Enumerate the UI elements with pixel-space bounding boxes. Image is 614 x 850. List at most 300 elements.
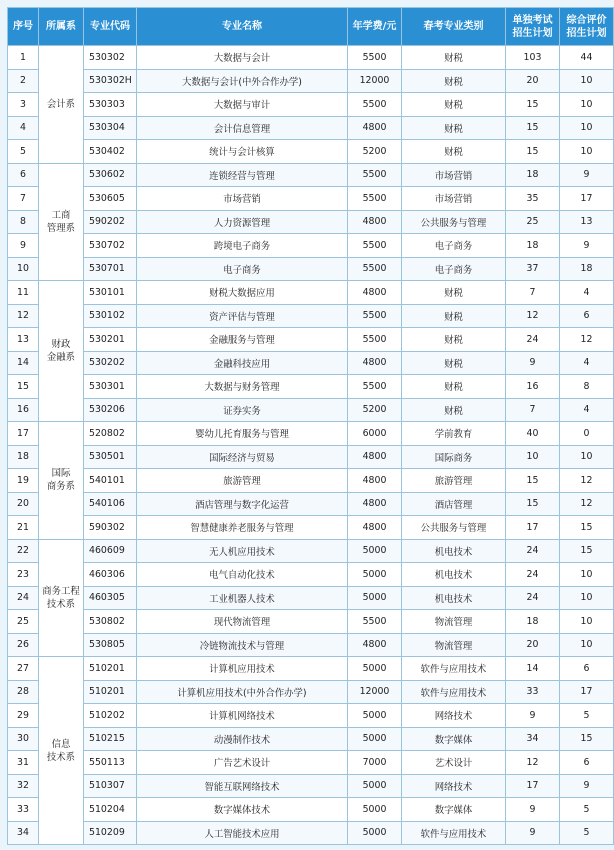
cell-name: 国际经济与贸易 bbox=[137, 445, 348, 469]
cell-fee: 4800 bbox=[348, 633, 402, 657]
cell-comp-plan: 15 bbox=[560, 516, 614, 540]
cell-seq: 30 bbox=[8, 727, 39, 751]
cell-name: 跨境电子商务 bbox=[137, 234, 348, 258]
cell-seq: 23 bbox=[8, 563, 39, 587]
cell-comp-plan: 10 bbox=[560, 586, 614, 610]
cell-comp-plan: 6 bbox=[560, 751, 614, 775]
cell-single-plan: 24 bbox=[506, 586, 560, 610]
cell-name: 工业机器人技术 bbox=[137, 586, 348, 610]
cell-comp-plan: 9 bbox=[560, 234, 614, 258]
table-row bbox=[8, 704, 614, 728]
cell-seq: 24 bbox=[8, 586, 39, 610]
cell-code: 530805 bbox=[84, 633, 137, 657]
cell-fee: 5000 bbox=[348, 657, 402, 681]
cell-category: 软件与应用技术 bbox=[402, 680, 506, 704]
cell-code: 530201 bbox=[84, 328, 137, 352]
table-row bbox=[8, 210, 614, 234]
cell-single-plan: 16 bbox=[506, 375, 560, 399]
cell-fee: 4800 bbox=[348, 516, 402, 540]
cell-single-plan: 25 bbox=[506, 210, 560, 234]
cell-name: 人工智能技术应用 bbox=[137, 821, 348, 845]
cell-name: 广告艺术设计 bbox=[137, 751, 348, 775]
cell-seq: 9 bbox=[8, 234, 39, 258]
cell-seq: 14 bbox=[8, 351, 39, 375]
cell-fee: 5500 bbox=[348, 375, 402, 399]
cell-code: 530701 bbox=[84, 257, 137, 281]
cell-single-plan: 15 bbox=[506, 93, 560, 117]
cell-comp-plan: 10 bbox=[560, 445, 614, 469]
cell-single-plan: 12 bbox=[506, 751, 560, 775]
cell-comp-plan: 10 bbox=[560, 116, 614, 140]
cell-code: 590202 bbox=[84, 210, 137, 234]
cell-fee: 5000 bbox=[348, 821, 402, 845]
cell-name: 电气自动化技术 bbox=[137, 563, 348, 587]
cell-comp-plan: 12 bbox=[560, 492, 614, 516]
cell-code: 510204 bbox=[84, 798, 137, 822]
cell-category: 旅游管理 bbox=[402, 469, 506, 493]
cell-name: 计算机应用技术 bbox=[137, 657, 348, 681]
cell-code: 530206 bbox=[84, 398, 137, 422]
cell-single-plan: 40 bbox=[506, 422, 560, 446]
cell-name: 大数据与会计(中外合作办学) bbox=[137, 69, 348, 93]
cell-category: 财税 bbox=[402, 351, 506, 375]
cell-category: 财税 bbox=[402, 398, 506, 422]
cell-seq: 31 bbox=[8, 751, 39, 775]
cell-comp-plan: 13 bbox=[560, 210, 614, 234]
header-dept: 所属系 bbox=[39, 8, 84, 46]
admission-plan-table bbox=[7, 7, 614, 845]
cell-code: 550113 bbox=[84, 751, 137, 775]
table-body bbox=[8, 46, 614, 845]
cell-fee: 5200 bbox=[348, 140, 402, 164]
cell-fee: 5500 bbox=[348, 304, 402, 328]
cell-category: 数字媒体 bbox=[402, 727, 506, 751]
cell-code: 530302H bbox=[84, 69, 137, 93]
header-name: 专业名称 bbox=[137, 8, 348, 46]
cell-comp-plan: 17 bbox=[560, 680, 614, 704]
cell-category: 市场营销 bbox=[402, 163, 506, 187]
cell-department bbox=[39, 46, 84, 164]
header-comp-plan bbox=[560, 8, 614, 46]
cell-code: 510202 bbox=[84, 704, 137, 728]
header-single-plan bbox=[506, 8, 560, 46]
cell-category: 财税 bbox=[402, 116, 506, 140]
cell-category: 网络技术 bbox=[402, 774, 506, 798]
cell-code: 530302 bbox=[84, 46, 137, 70]
cell-seq: 21 bbox=[8, 516, 39, 540]
cell-fee: 4800 bbox=[348, 445, 402, 469]
table-row bbox=[8, 539, 614, 563]
cell-comp-plan: 6 bbox=[560, 657, 614, 681]
cell-category: 电子商务 bbox=[402, 234, 506, 258]
cell-comp-plan: 4 bbox=[560, 281, 614, 305]
cell-name: 会计信息管理 bbox=[137, 116, 348, 140]
cell-category: 公共服务与管理 bbox=[402, 210, 506, 234]
cell-fee: 12000 bbox=[348, 69, 402, 93]
table-row bbox=[8, 69, 614, 93]
cell-name: 资产评估与管理 bbox=[137, 304, 348, 328]
cell-category: 财税 bbox=[402, 375, 506, 399]
cell-seq: 8 bbox=[8, 210, 39, 234]
cell-code: 530702 bbox=[84, 234, 137, 258]
cell-name: 酒店管理与数字化运营 bbox=[137, 492, 348, 516]
cell-category: 国际商务 bbox=[402, 445, 506, 469]
table-row bbox=[8, 304, 614, 328]
cell-code: 530101 bbox=[84, 281, 137, 305]
header-single-plan-line1: 单独考试 bbox=[512, 14, 553, 26]
header-row bbox=[8, 8, 614, 46]
cell-category: 财税 bbox=[402, 46, 506, 70]
cell-fee: 5000 bbox=[348, 727, 402, 751]
cell-single-plan: 7 bbox=[506, 398, 560, 422]
table-row bbox=[8, 798, 614, 822]
cell-fee: 5500 bbox=[348, 328, 402, 352]
table-row bbox=[8, 516, 614, 540]
cell-name: 电子商务 bbox=[137, 257, 348, 281]
header-fee: 年学费/元 bbox=[348, 8, 402, 46]
cell-seq: 11 bbox=[8, 281, 39, 305]
table-row bbox=[8, 93, 614, 117]
cell-seq: 15 bbox=[8, 375, 39, 399]
cell-name: 统计与会计核算 bbox=[137, 140, 348, 164]
cell-code: 510307 bbox=[84, 774, 137, 798]
cell-single-plan: 24 bbox=[506, 539, 560, 563]
department-label-line: 金融系 bbox=[46, 352, 76, 363]
cell-fee: 4800 bbox=[348, 116, 402, 140]
cell-name: 计算机应用技术(中外合作办学) bbox=[137, 680, 348, 704]
cell-category: 财税 bbox=[402, 140, 506, 164]
cell-category: 酒店管理 bbox=[402, 492, 506, 516]
cell-category: 学前教育 bbox=[402, 422, 506, 446]
cell-code: 530802 bbox=[84, 610, 137, 634]
department-label-line: 国际 bbox=[51, 468, 71, 480]
cell-fee: 5000 bbox=[348, 539, 402, 563]
cell-seq: 34 bbox=[8, 821, 39, 845]
cell-single-plan: 33 bbox=[506, 680, 560, 704]
cell-seq: 4 bbox=[8, 116, 39, 140]
cell-category: 机电技术 bbox=[402, 563, 506, 587]
cell-category: 数字媒体 bbox=[402, 798, 506, 822]
cell-seq: 6 bbox=[8, 163, 39, 187]
cell-name: 动漫制作技术 bbox=[137, 727, 348, 751]
header-category: 春考专业类别 bbox=[402, 8, 506, 46]
table-row bbox=[8, 469, 614, 493]
cell-fee: 7000 bbox=[348, 751, 402, 775]
department-label-line: 会计系 bbox=[46, 98, 76, 110]
cell-comp-plan: 5 bbox=[560, 821, 614, 845]
table-row bbox=[8, 586, 614, 610]
cell-single-plan: 17 bbox=[506, 774, 560, 798]
cell-department bbox=[39, 281, 84, 422]
table-row bbox=[8, 398, 614, 422]
department-label-line: 财政 bbox=[51, 339, 71, 350]
cell-category: 艺术设计 bbox=[402, 751, 506, 775]
cell-category: 公共服务与管理 bbox=[402, 516, 506, 540]
cell-code: 530202 bbox=[84, 351, 137, 375]
table-row bbox=[8, 163, 614, 187]
cell-fee: 4800 bbox=[348, 492, 402, 516]
cell-seq: 18 bbox=[8, 445, 39, 469]
cell-fee: 4800 bbox=[348, 351, 402, 375]
cell-fee: 5000 bbox=[348, 586, 402, 610]
header-comp-plan-line2: 招生计划 bbox=[566, 27, 607, 39]
cell-name: 连锁经营与管理 bbox=[137, 163, 348, 187]
cell-comp-plan: 44 bbox=[560, 46, 614, 70]
cell-seq: 13 bbox=[8, 328, 39, 352]
department-label-line: 技术系 bbox=[46, 751, 76, 763]
cell-comp-plan: 15 bbox=[560, 727, 614, 751]
cell-name: 现代物流管理 bbox=[137, 610, 348, 634]
department-label-line: 信息 bbox=[51, 738, 71, 750]
cell-seq: 17 bbox=[8, 422, 39, 446]
cell-fee: 5500 bbox=[348, 610, 402, 634]
admission-plan-table-container bbox=[7, 7, 607, 845]
cell-seq: 29 bbox=[8, 704, 39, 728]
cell-single-plan: 35 bbox=[506, 187, 560, 211]
cell-name: 金融服务与管理 bbox=[137, 328, 348, 352]
cell-name: 智慧健康养老服务与管理 bbox=[137, 516, 348, 540]
table-row bbox=[8, 187, 614, 211]
table-row bbox=[8, 563, 614, 587]
cell-seq: 1 bbox=[8, 46, 39, 70]
cell-comp-plan: 10 bbox=[560, 633, 614, 657]
cell-seq: 27 bbox=[8, 657, 39, 681]
cell-seq: 7 bbox=[8, 187, 39, 211]
cell-comp-plan: 8 bbox=[560, 375, 614, 399]
department-label-line: 工商 bbox=[51, 209, 71, 221]
cell-category: 软件与应用技术 bbox=[402, 657, 506, 681]
table-row bbox=[8, 727, 614, 751]
cell-seq: 32 bbox=[8, 774, 39, 798]
cell-code: 590302 bbox=[84, 516, 137, 540]
cell-single-plan: 9 bbox=[506, 821, 560, 845]
cell-code: 530301 bbox=[84, 375, 137, 399]
cell-single-plan: 24 bbox=[506, 328, 560, 352]
cell-name: 数字媒体技术 bbox=[137, 798, 348, 822]
cell-comp-plan: 10 bbox=[560, 563, 614, 587]
cell-code: 530602 bbox=[84, 163, 137, 187]
cell-single-plan: 9 bbox=[506, 704, 560, 728]
cell-seq: 2 bbox=[8, 69, 39, 93]
cell-comp-plan: 10 bbox=[560, 140, 614, 164]
cell-category: 财税 bbox=[402, 304, 506, 328]
table-row bbox=[8, 821, 614, 845]
cell-code: 520802 bbox=[84, 422, 137, 446]
cell-fee: 5000 bbox=[348, 704, 402, 728]
cell-single-plan: 24 bbox=[506, 563, 560, 587]
department-label-line: 商务工程 bbox=[42, 585, 80, 597]
cell-department bbox=[39, 422, 84, 540]
cell-code: 510215 bbox=[84, 727, 137, 751]
cell-seq: 26 bbox=[8, 633, 39, 657]
cell-name: 市场营销 bbox=[137, 187, 348, 211]
cell-single-plan: 34 bbox=[506, 727, 560, 751]
cell-category: 物流管理 bbox=[402, 610, 506, 634]
cell-single-plan: 18 bbox=[506, 610, 560, 634]
cell-fee: 4800 bbox=[348, 210, 402, 234]
table-row bbox=[8, 633, 614, 657]
cell-category: 财税 bbox=[402, 93, 506, 117]
cell-category: 物流管理 bbox=[402, 633, 506, 657]
cell-code: 530605 bbox=[84, 187, 137, 211]
table-row bbox=[8, 774, 614, 798]
cell-fee: 5500 bbox=[348, 163, 402, 187]
cell-single-plan: 18 bbox=[506, 234, 560, 258]
cell-code: 530402 bbox=[84, 140, 137, 164]
cell-single-plan: 37 bbox=[506, 257, 560, 281]
department-label-line: 商务系 bbox=[46, 481, 76, 493]
cell-single-plan: 15 bbox=[506, 140, 560, 164]
cell-name: 旅游管理 bbox=[137, 469, 348, 493]
cell-fee: 4800 bbox=[348, 281, 402, 305]
cell-name: 计算机网络技术 bbox=[137, 704, 348, 728]
cell-fee: 5500 bbox=[348, 93, 402, 117]
cell-code: 540106 bbox=[84, 492, 137, 516]
cell-code: 510209 bbox=[84, 821, 137, 845]
cell-category: 市场营销 bbox=[402, 187, 506, 211]
cell-code: 540101 bbox=[84, 469, 137, 493]
cell-name: 大数据与财务管理 bbox=[137, 375, 348, 399]
table-row bbox=[8, 116, 614, 140]
cell-department bbox=[39, 539, 84, 657]
table-row bbox=[8, 610, 614, 634]
cell-name: 无人机应用技术 bbox=[137, 539, 348, 563]
cell-fee: 5200 bbox=[348, 398, 402, 422]
cell-single-plan: 9 bbox=[506, 798, 560, 822]
cell-comp-plan: 5 bbox=[560, 704, 614, 728]
cell-category: 财税 bbox=[402, 328, 506, 352]
cell-comp-plan: 12 bbox=[560, 328, 614, 352]
cell-name: 证券实务 bbox=[137, 398, 348, 422]
cell-code: 530501 bbox=[84, 445, 137, 469]
cell-code: 460305 bbox=[84, 586, 137, 610]
cell-code: 530102 bbox=[84, 304, 137, 328]
cell-single-plan: 20 bbox=[506, 69, 560, 93]
table-row bbox=[8, 140, 614, 164]
cell-comp-plan: 0 bbox=[560, 422, 614, 446]
cell-code: 530304 bbox=[84, 116, 137, 140]
table-row bbox=[8, 46, 614, 70]
cell-comp-plan: 17 bbox=[560, 187, 614, 211]
cell-seq: 25 bbox=[8, 610, 39, 634]
cell-comp-plan: 10 bbox=[560, 610, 614, 634]
cell-category: 电子商务 bbox=[402, 257, 506, 281]
cell-category: 机电技术 bbox=[402, 539, 506, 563]
cell-comp-plan: 5 bbox=[560, 798, 614, 822]
cell-fee: 4800 bbox=[348, 469, 402, 493]
header-code: 专业代码 bbox=[84, 8, 137, 46]
table-row bbox=[8, 375, 614, 399]
cell-comp-plan: 10 bbox=[560, 93, 614, 117]
cell-name: 大数据与会计 bbox=[137, 46, 348, 70]
cell-fee: 5000 bbox=[348, 774, 402, 798]
header-comp-plan-line1: 综合评价 bbox=[566, 14, 607, 26]
cell-comp-plan: 6 bbox=[560, 304, 614, 328]
cell-single-plan: 15 bbox=[506, 469, 560, 493]
cell-comp-plan: 9 bbox=[560, 774, 614, 798]
table-row bbox=[8, 422, 614, 446]
cell-fee: 5500 bbox=[348, 257, 402, 281]
department-label-line: 技术系 bbox=[46, 598, 76, 610]
cell-code: 460609 bbox=[84, 539, 137, 563]
cell-comp-plan: 12 bbox=[560, 469, 614, 493]
cell-seq: 19 bbox=[8, 469, 39, 493]
header-single-plan-line2: 招生计划 bbox=[512, 27, 553, 39]
cell-seq: 5 bbox=[8, 140, 39, 164]
table-header bbox=[8, 8, 614, 46]
cell-code: 530303 bbox=[84, 93, 137, 117]
cell-single-plan: 103 bbox=[506, 46, 560, 70]
cell-seq: 22 bbox=[8, 539, 39, 563]
cell-name: 婴幼儿托育服务与管理 bbox=[137, 422, 348, 446]
table-row bbox=[8, 281, 614, 305]
cell-single-plan: 14 bbox=[506, 657, 560, 681]
table-row bbox=[8, 234, 614, 258]
table-row bbox=[8, 445, 614, 469]
cell-department bbox=[39, 657, 84, 845]
table-row bbox=[8, 257, 614, 281]
cell-code: 510201 bbox=[84, 680, 137, 704]
cell-comp-plan: 18 bbox=[560, 257, 614, 281]
department-label-line: 管理系 bbox=[46, 222, 76, 234]
cell-code: 460306 bbox=[84, 563, 137, 587]
cell-name: 人力资源管理 bbox=[137, 210, 348, 234]
cell-single-plan: 15 bbox=[506, 492, 560, 516]
cell-name: 大数据与审计 bbox=[137, 93, 348, 117]
cell-department bbox=[39, 163, 84, 281]
cell-category: 软件与应用技术 bbox=[402, 821, 506, 845]
cell-fee: 12000 bbox=[348, 680, 402, 704]
cell-seq: 3 bbox=[8, 93, 39, 117]
cell-seq: 28 bbox=[8, 680, 39, 704]
cell-fee: 5500 bbox=[348, 187, 402, 211]
cell-fee: 5000 bbox=[348, 563, 402, 587]
cell-single-plan: 18 bbox=[506, 163, 560, 187]
cell-seq: 20 bbox=[8, 492, 39, 516]
table-row bbox=[8, 492, 614, 516]
cell-seq: 33 bbox=[8, 798, 39, 822]
cell-name: 金融科技应用 bbox=[137, 351, 348, 375]
table-row bbox=[8, 351, 614, 375]
cell-name: 智能互联网络技术 bbox=[137, 774, 348, 798]
cell-comp-plan: 10 bbox=[560, 69, 614, 93]
cell-code: 510201 bbox=[84, 657, 137, 681]
cell-single-plan: 15 bbox=[506, 116, 560, 140]
header-seq: 序号 bbox=[8, 8, 39, 46]
cell-single-plan: 17 bbox=[506, 516, 560, 540]
cell-comp-plan: 9 bbox=[560, 163, 614, 187]
cell-name: 冷链物流技术与管理 bbox=[137, 633, 348, 657]
table-row bbox=[8, 657, 614, 681]
cell-single-plan: 9 bbox=[506, 351, 560, 375]
cell-seq: 16 bbox=[8, 398, 39, 422]
cell-comp-plan: 4 bbox=[560, 398, 614, 422]
cell-single-plan: 12 bbox=[506, 304, 560, 328]
cell-fee: 5500 bbox=[348, 234, 402, 258]
cell-comp-plan: 15 bbox=[560, 539, 614, 563]
cell-single-plan: 7 bbox=[506, 281, 560, 305]
cell-seq: 10 bbox=[8, 257, 39, 281]
cell-seq: 12 bbox=[8, 304, 39, 328]
cell-category: 机电技术 bbox=[402, 586, 506, 610]
cell-category: 网络技术 bbox=[402, 704, 506, 728]
cell-category: 财税 bbox=[402, 69, 506, 93]
table-row bbox=[8, 680, 614, 704]
cell-fee: 6000 bbox=[348, 422, 402, 446]
table-row bbox=[8, 328, 614, 352]
cell-fee: 5000 bbox=[348, 798, 402, 822]
table-row bbox=[8, 751, 614, 775]
